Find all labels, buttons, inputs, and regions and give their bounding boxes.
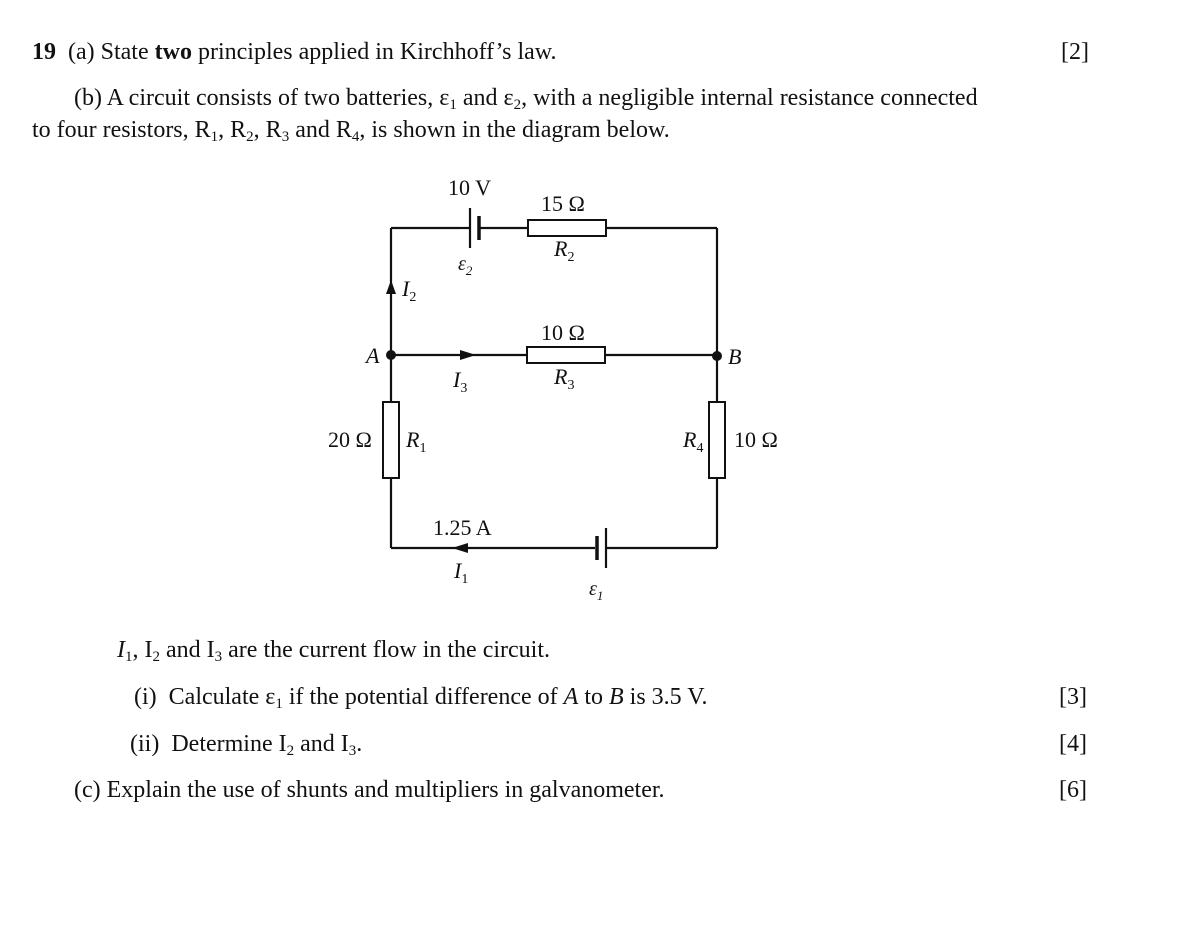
- current-i1-value-label: 1.25 A: [433, 515, 492, 540]
- part-ii-label: (ii): [130, 731, 160, 757]
- resistor-r3: [527, 347, 605, 363]
- r1-value-label: 20 Ω: [328, 427, 372, 452]
- part-c-label: (c): [74, 777, 101, 803]
- question-number: 19: [32, 39, 56, 65]
- part-a-label: (a): [68, 39, 95, 65]
- r2-value-label: 15 Ω: [541, 191, 585, 216]
- node-a-label: A: [366, 343, 380, 368]
- current-i3-label: $I_3$: [453, 367, 468, 396]
- resistor-r2: [528, 220, 606, 236]
- question-19-part-a: 19 (a) State two principles applied in Kirchhoff’s law.: [32, 39, 557, 65]
- r4-name-label: $R_4$: [683, 427, 704, 456]
- part-b-line-1: (b) A circuit consists of two batteries, $\varepsilon_1$ and $\varepsilon_2$, with a negligible internal resistance connected: [74, 85, 978, 113]
- part-c: (c) Explain the use of shunts and multipliers in galvanometer.: [74, 777, 665, 803]
- battery-top-name-label: $\varepsilon_2$: [458, 253, 473, 278]
- part-ii-marks: [4]: [1059, 731, 1087, 757]
- battery-bottom-name-label: $\varepsilon_1$: [589, 578, 604, 603]
- r2-name-label: $R_2$: [554, 236, 575, 265]
- part-b-line-2: to four resistors, $R_1$, $R_2$, $R_3$ and $R_4$, is shown in the diagram below.: [32, 117, 670, 145]
- current-i1-arrow: [452, 543, 468, 553]
- currents-note: $I_1$, $I_2$ and $I_3$ are the current flow in the circuit.: [117, 637, 551, 665]
- r4-value-label: 10 Ω: [734, 427, 778, 452]
- part-i-marks: [3]: [1059, 684, 1087, 710]
- part-c-marks: [6]: [1059, 777, 1087, 803]
- r3-name-label: $R_3$: [554, 364, 575, 393]
- current-i2-label: $I_2$: [402, 276, 417, 305]
- part-i: (i) Calculate $\varepsilon_1$ if the potential difference of A to B is 3.5 V.: [134, 684, 708, 712]
- r1-name-label: $R_1$: [406, 427, 427, 456]
- r3-value-label: 10 Ω: [541, 320, 585, 345]
- current-i2-arrow: [386, 280, 396, 294]
- node-b-dot: [712, 351, 722, 361]
- part-i-label: (i): [134, 684, 157, 710]
- part-b-label: (b): [74, 85, 102, 111]
- resistor-r4: [709, 402, 725, 478]
- node-b-label: B: [728, 344, 742, 369]
- battery-top-value-label: 10 V: [448, 175, 491, 200]
- resistor-r1: [383, 402, 399, 478]
- current-i3-arrow: [460, 350, 476, 360]
- current-i1-label: $I_1$: [454, 558, 469, 587]
- node-a-dot: [386, 350, 396, 360]
- part-ii: (ii) Determine $I_2$ and $I_3$.: [130, 731, 363, 759]
- part-a-marks: [2]: [1061, 39, 1089, 65]
